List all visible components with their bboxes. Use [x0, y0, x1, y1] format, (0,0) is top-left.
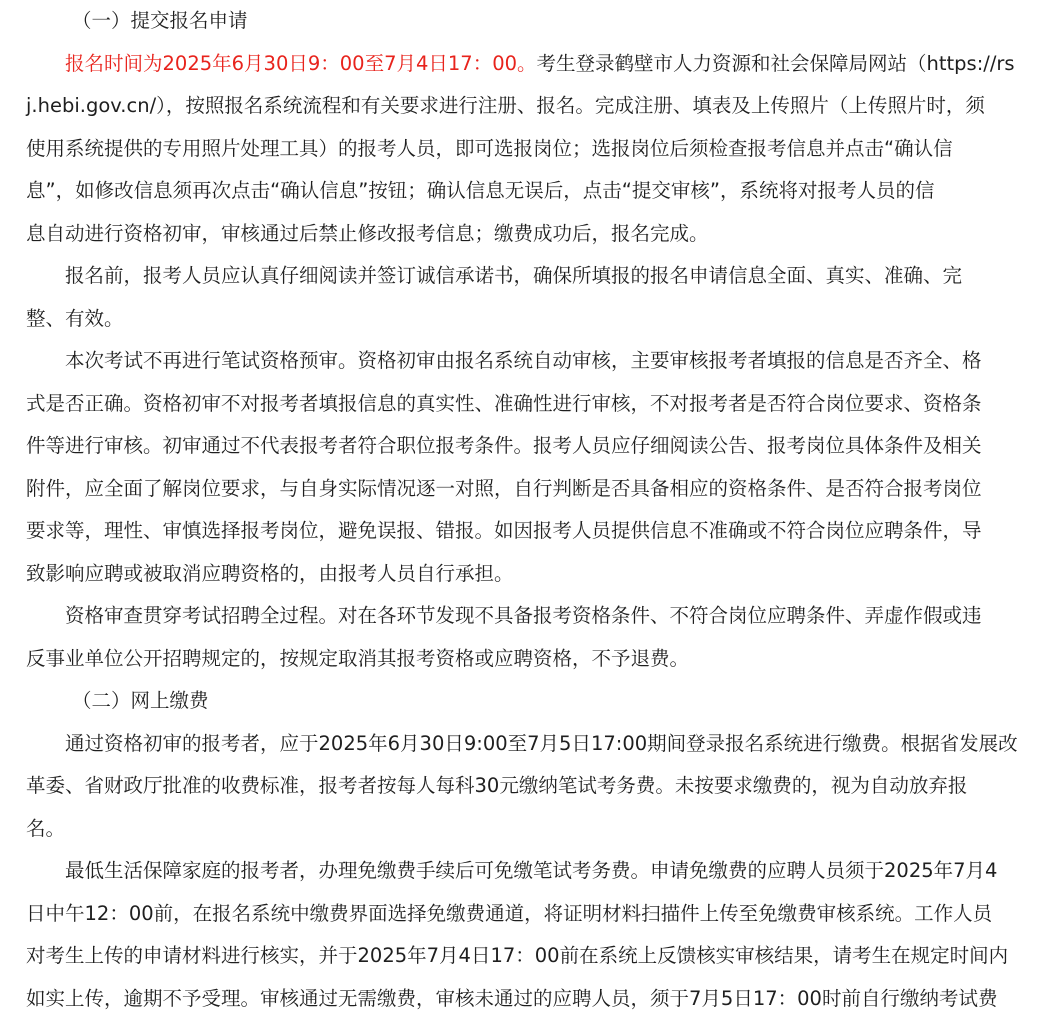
section2-para1-line1: 通过资格初审的报考者，应于2025年6月30日9:00至7月5日17:00期间登录报名系统进行缴费。根据省发展改	[26, 723, 1026, 766]
section1-heading: （一）提交报名申请	[26, 0, 1026, 43]
section2-para2-line1: 最低生活保障家庭的报考者，办理免缴费手续后可免缴笔试考务费。申请免缴费的应聘人员须于2025年7月4	[26, 850, 1026, 893]
section2-para2-line2: 日中午12：00前，在报名系统中缴费界面选择免缴费通道，将证明材料扫描件上传至免缴费审核系统。工作人员	[26, 893, 1026, 936]
section1-para3-line6: 致影响应聘或被取消应聘资格的，由报考人员自行承担。	[26, 553, 1026, 596]
section1-para3-line5: 要求等，理性、审慎选择报考岗位，避免误报、错报。如因报考人员提供信息不准确或不符合岗位应聘条件，导	[26, 510, 1026, 553]
section1-para1-line5: 息自动进行资格初审，审核通过后禁止修改报考信息；缴费成功后，报名完成。	[26, 213, 1026, 256]
section2-para2-line4: 如实上传，逾期不予受理。审核通过无需缴费，审核未通过的应聘人员，须于7月5日17：00时前自行缴纳考试费	[26, 978, 1026, 1020]
registration-time-highlight: 报名时间为2025年6月30日9：00至7月4日17：00。	[65, 52, 537, 75]
section2-para1-line3: 名。	[26, 808, 1026, 851]
section1-para1-line1	[26, 43, 1026, 86]
section1-para4-line1: 资格审查贯穿考试招聘全过程。对在各环节发现不具备报考资格条件、不符合岗位应聘条件、弄虚作假或违	[26, 595, 1026, 638]
section1-para2-line2: 整、有效。	[26, 298, 1026, 341]
section1-para3-line2: 式是否正确。资格初审不对报考者填报信息的真实性、准确性进行审核，不对报考者是否符合岗位要求、资格条	[26, 383, 1026, 426]
document-body	[26, 0, 1026, 1020]
section1-para3-line3: 件等进行审核。初审通过不代表报考者符合职位报考条件。报考人员应仔细阅读公告、报考岗位具体条件及相关	[26, 425, 1026, 468]
section1-para4-line2: 反事业单位公开招聘规定的，按规定取消其报考资格或应聘资格，不予退费。	[26, 638, 1026, 681]
section1-para3-line1: 本次考试不再进行笔试资格预审。资格初审由报名系统自动审核，主要审核报考者填报的信息是否齐全、格	[26, 340, 1026, 383]
section1-para1-line2: j.hebi.gov.cn/），按照报名系统流程和有关要求进行注册、报名。完成注册、填表及上传照片（上传照片时，须	[26, 85, 1026, 128]
section1-para1-line3: 使用系统提供的专用照片处理工具）的报考人员，即可选报岗位；选报岗位后须检查报考信息并点击“确认信	[26, 128, 1026, 171]
section1-para2-line1: 报名前，报考人员应认真仔细阅读并签订诚信承诺书，确保所填报的报名申请信息全面、真实、准确、完	[26, 255, 1026, 298]
section2-para1-line2: 革委、省财政厅批准的收费标准，报考者按每人每科30元缴纳笔试考务费。未按要求缴费的，视为自动放弃报	[26, 765, 1026, 808]
section1-para1-line4: 息”，如修改信息须再次点击“确认信息”按钮；确认信息无误后，点击“提交审核”，系统将对报考人员的信	[26, 170, 1026, 213]
section2-heading: （二）网上缴费	[26, 680, 1026, 723]
section2-para2-line3: 对考生上传的申请材料进行核实，并于2025年7月4日17：00前在系统上反馈核实审核结果，请考生在规定时间内	[26, 935, 1026, 978]
section1-para3-line4: 附件，应全面了解岗位要求，与自身实际情况逐一对照，自行判断是否具备相应的资格条件、是否符合报考岗位	[26, 468, 1026, 511]
section1-para1-line1-rest: 考生登录鹤壁市人力资源和社会保障局网站（https://rs	[537, 52, 1015, 75]
